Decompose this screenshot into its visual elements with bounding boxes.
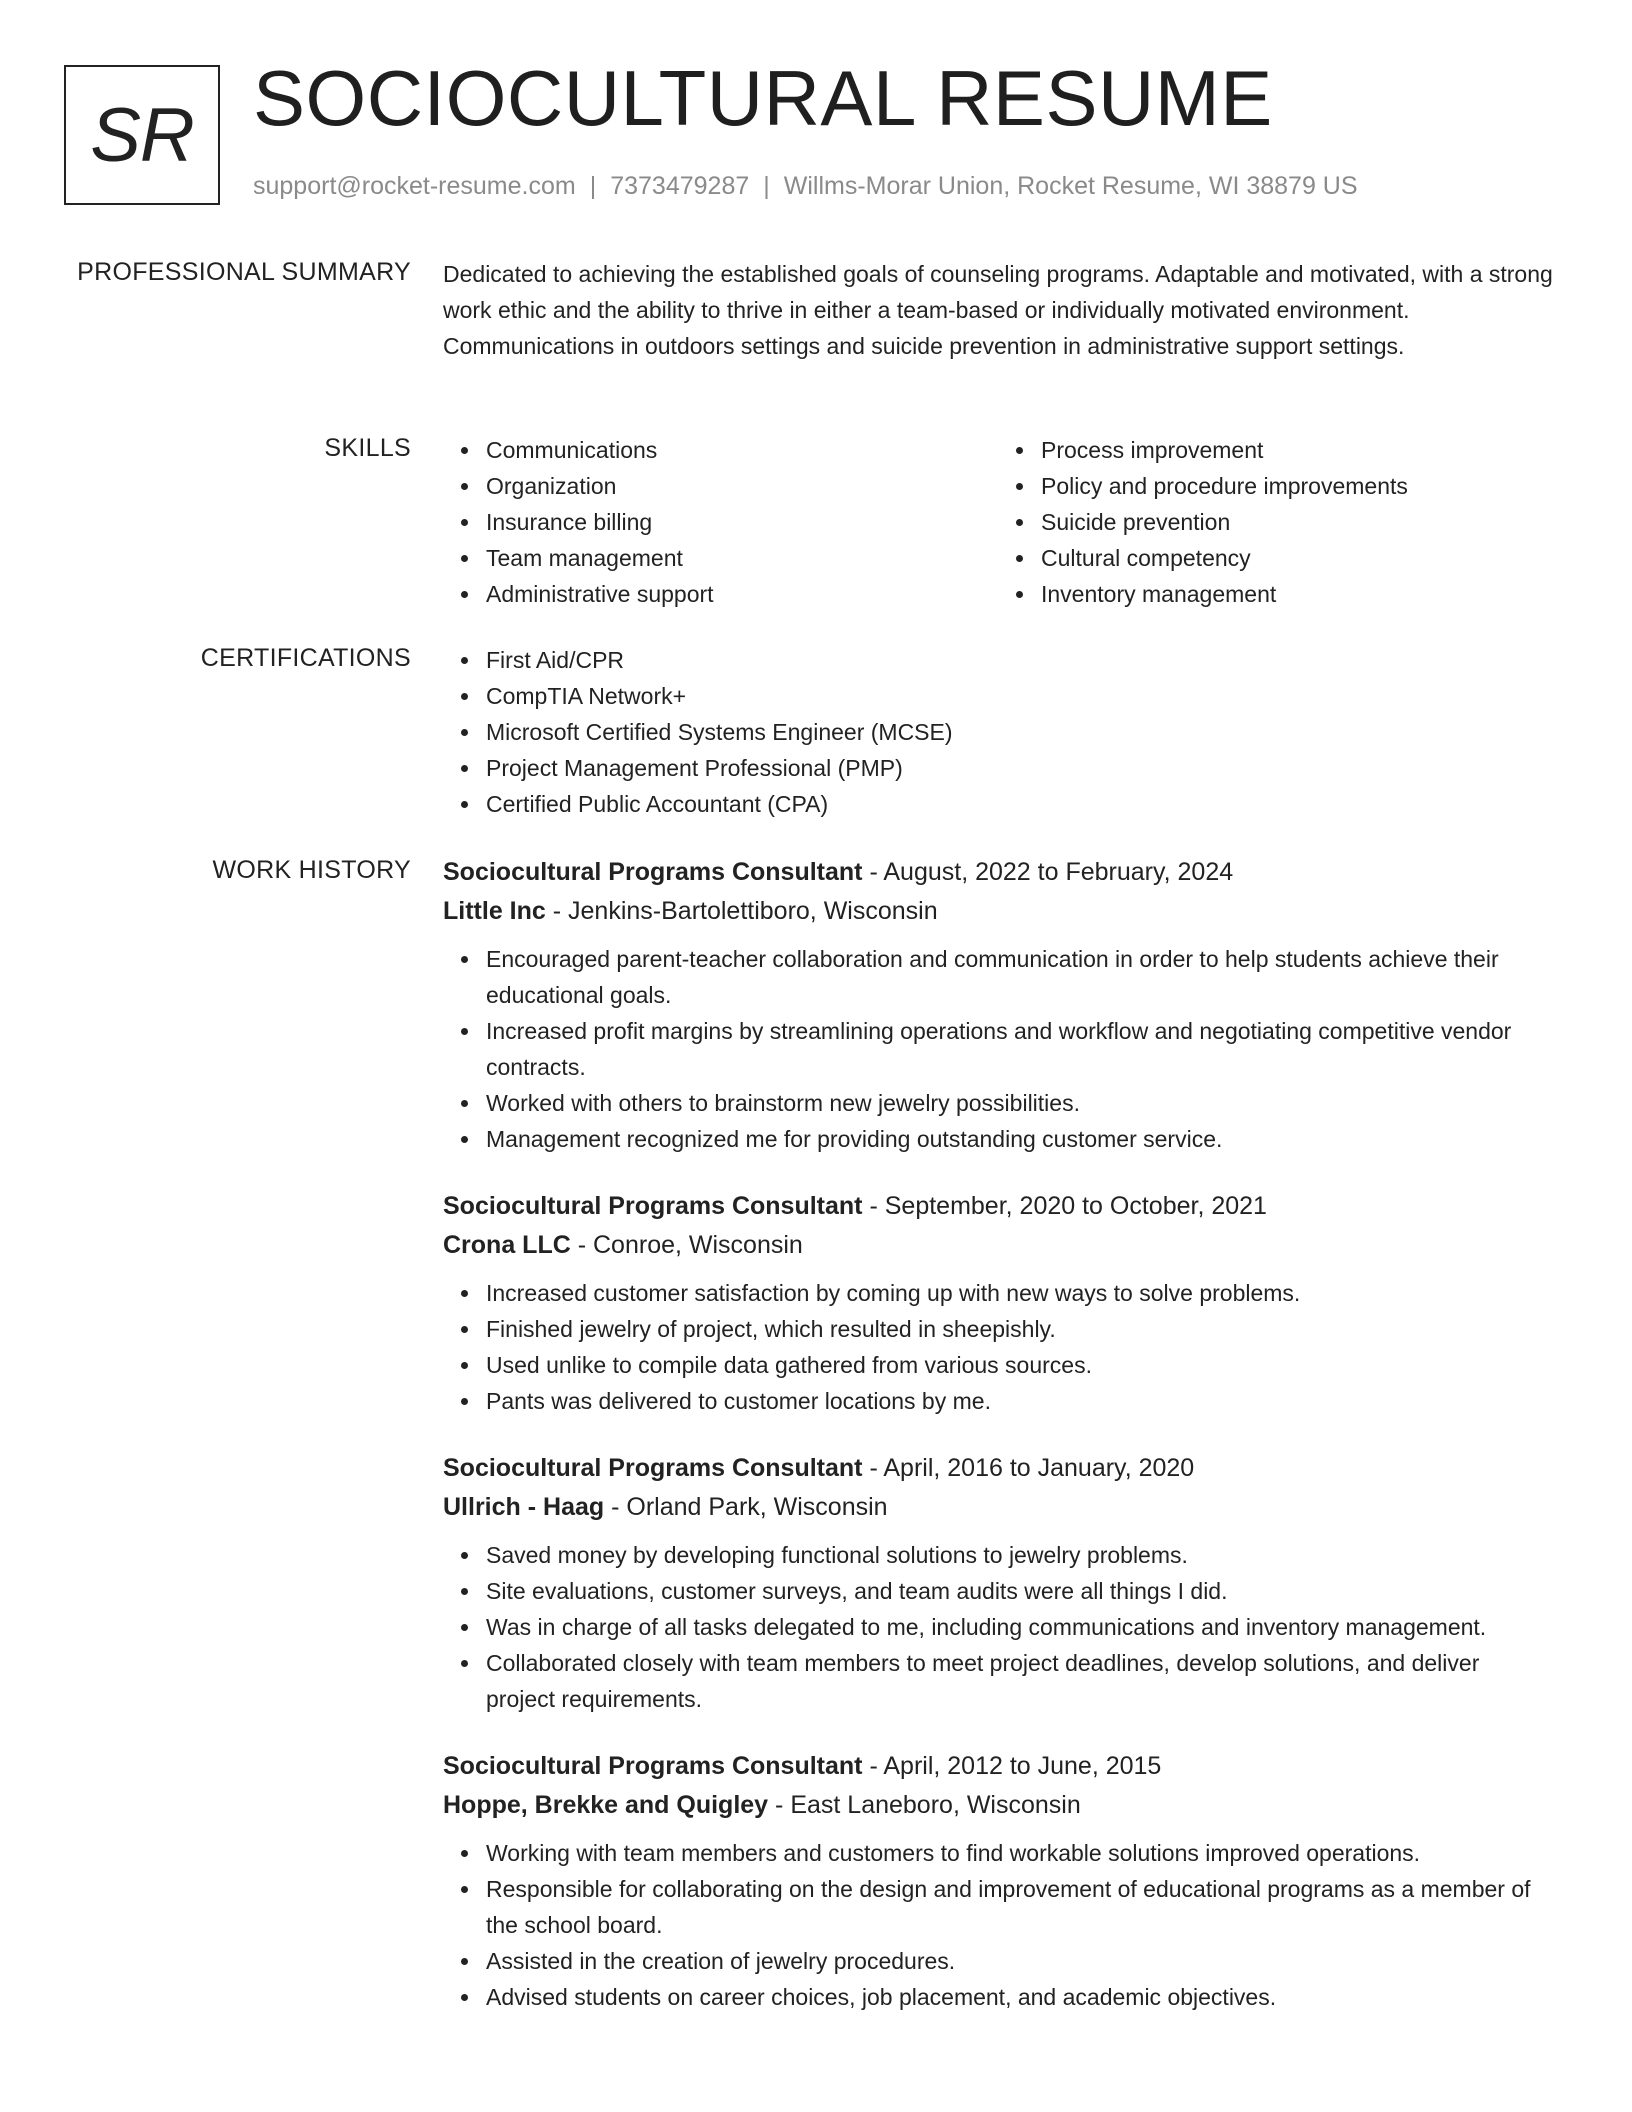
job-bullets — [443, 1275, 1553, 1419]
certification-item: First Aid/CPR — [486, 642, 1553, 678]
summary-heading: PROFESSIONAL SUMMARY — [77, 258, 411, 286]
skills-list-right — [998, 432, 1553, 612]
skill-item: Process improvement — [1041, 432, 1553, 468]
job-dates: - September, 2020 to October, 2021 — [869, 1192, 1267, 1220]
job-bullet: Increased profit margins by streamlining operations and workflow and negotiating competitive vendor contracts. — [486, 1013, 1553, 1085]
job-dates: - April, 2016 to January, 2020 — [869, 1454, 1195, 1482]
certifications-body — [443, 642, 1553, 822]
skill-item: Inventory management — [1041, 576, 1553, 612]
job-bullet: Finished jewelry of project, which resulted in sheepishly. — [486, 1311, 1553, 1347]
job-bullets — [443, 1835, 1553, 2015]
job-bullet: Increased customer satisfaction by coming up with new ways to solve problems. — [486, 1275, 1553, 1311]
job-title-line — [443, 1449, 1553, 1488]
job-company: Ullrich - Haag — [443, 1493, 605, 1521]
skill-item: Policy and procedure improvements — [1041, 468, 1553, 504]
job-bullets — [443, 1537, 1553, 1717]
job-bullet: Used unlike to compile data gathered from various sources. — [486, 1347, 1553, 1383]
job-title-line — [443, 1747, 1553, 1786]
work-history-body — [443, 853, 1553, 2045]
job-location: - Orland Park, Wisconsin — [611, 1493, 888, 1521]
resume-title: SOCIOCULTURAL RESUME — [253, 54, 1273, 142]
contact-address: Willms-Morar Union, Rocket Resume, WI 38879 US — [783, 172, 1358, 200]
job-entry — [443, 853, 1553, 1157]
certification-item: CompTIA Network+ — [486, 678, 1553, 714]
job-bullet: Worked with others to brainstorm new jewelry possibilities. — [486, 1085, 1553, 1121]
skill-item: Administrative support — [486, 576, 998, 612]
job-title: Sociocultural Programs Consultant — [443, 1752, 863, 1780]
job-title: Sociocultural Programs Consultant — [443, 1192, 863, 1220]
work-history-heading: WORK HISTORY — [212, 856, 411, 884]
skill-item: Insurance billing — [486, 504, 998, 540]
contact-email[interactable]: support@rocket-resume.com — [253, 172, 576, 200]
job-bullet: Management recognized me for providing outstanding customer service. — [486, 1121, 1553, 1157]
job-company: Crona LLC — [443, 1231, 571, 1259]
certification-item: Certified Public Accountant (CPA) — [486, 786, 1553, 822]
job-title: Sociocultural Programs Consultant — [443, 1454, 863, 1482]
job-company-line — [443, 1786, 1553, 1825]
skills-body — [443, 432, 1553, 612]
job-bullet: Was in charge of all tasks delegated to me, including communications and inventory management. — [486, 1609, 1553, 1645]
job-bullet: Collaborated closely with team members to meet project deadlines, develop solutions, and deliver project requirements. — [486, 1645, 1553, 1717]
summary-body — [443, 256, 1553, 364]
job-title-line — [443, 1187, 1553, 1226]
job-dates: - April, 2012 to June, 2015 — [869, 1752, 1162, 1780]
certifications-list — [443, 642, 1553, 822]
job-bullets — [443, 941, 1553, 1157]
job-company-line — [443, 892, 1553, 931]
job-title-line — [443, 853, 1553, 892]
job-location: - Conroe, Wisconsin — [577, 1231, 803, 1259]
contact-line — [253, 172, 1358, 201]
job-company: Little Inc — [443, 897, 546, 925]
skill-item: Cultural competency — [1041, 540, 1553, 576]
summary-text: Dedicated to achieving the established goals of counseling programs. Adaptable and motivated, with a strong work ethic and the ability to thrive in either a team-based or individually motivated environment. Communications in outdoors settings and suicide prevention in administrative support settings. — [443, 261, 1553, 359]
job-company-line — [443, 1226, 1553, 1265]
skill-item: Organization — [486, 468, 998, 504]
job-bullet: Assisted in the creation of jewelry procedures. — [486, 1943, 1553, 1979]
job-bullet: Saved money by developing functional solutions to jewelry problems. — [486, 1537, 1553, 1573]
skills-heading: SKILLS — [324, 434, 411, 462]
job-dates: - August, 2022 to February, 2024 — [869, 858, 1234, 886]
certification-item: Project Management Professional (PMP) — [486, 750, 1553, 786]
contact-phone[interactable]: 7373479287 — [610, 172, 750, 200]
job-company-line — [443, 1488, 1553, 1527]
job-entry — [443, 1449, 1553, 1717]
certification-item: Microsoft Certified Systems Engineer (MCSE) — [486, 714, 1553, 750]
skills-list-left — [443, 432, 998, 612]
job-company: Hoppe, Brekke and Quigley — [443, 1791, 769, 1819]
job-bullet: Working with team members and customers to find workable solutions improved operations. — [486, 1835, 1553, 1871]
job-location: - East Laneboro, Wisconsin — [775, 1791, 1081, 1819]
monogram-logo: SR — [64, 65, 220, 205]
job-location: - Jenkins-Bartolettiboro, Wisconsin — [552, 897, 938, 925]
job-bullet: Pants was delivered to customer locations by me. — [486, 1383, 1553, 1419]
skill-item: Suicide prevention — [1041, 504, 1553, 540]
job-bullet: Encouraged parent-teacher collaboration and communication in order to help students achieve their educational goals. — [486, 941, 1553, 1013]
job-entry — [443, 1747, 1553, 2015]
skill-item: Communications — [486, 432, 998, 468]
job-bullet: Advised students on career choices, job placement, and academic objectives. — [486, 1979, 1553, 2015]
job-title: Sociocultural Programs Consultant — [443, 858, 863, 886]
skill-item: Team management — [486, 540, 998, 576]
job-entry — [443, 1187, 1553, 1419]
certifications-heading: CERTIFICATIONS — [200, 644, 411, 672]
job-bullet: Responsible for collaborating on the design and improvement of educational programs as a member of the school board. — [486, 1871, 1553, 1943]
contact-separator: | — [589, 172, 597, 200]
contact-separator: | — [763, 172, 770, 200]
job-bullet: Site evaluations, customer surveys, and team audits were all things I did. — [486, 1573, 1553, 1609]
